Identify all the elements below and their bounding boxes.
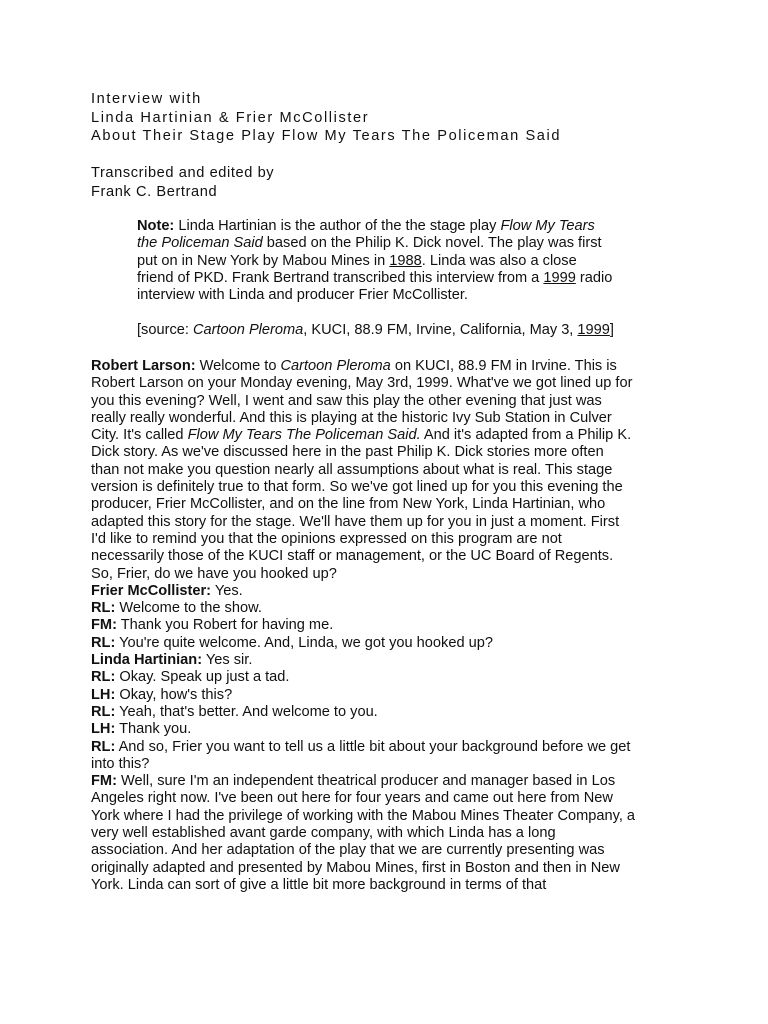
transcription-credit	[91, 165, 274, 202]
line-text: Welcome to	[195, 358, 281, 374]
speaker-label: RL:	[91, 738, 116, 755]
line-text: Yes sir.	[202, 652, 253, 669]
line-text: Well, sure I'm an independent theatrical producer and manager based in Los Angeles right now. I've been out here for four years and came out here from New York where I had the privilege of working with the Mabou Mines Theater Company, a very well established avant garde company, with which Linda has a long association. And her adaptation of the play that we are currently presenting was originally adapted and presented by Mabou Mines, first in Boston and then in New York. Linda can sort of give a little bit more background in terms of that	[91, 773, 636, 893]
source-show-title: Cartoon Pleroma	[192, 322, 304, 338]
line-text: You're quite welcome. And, Linda, we got you hooked up?	[115, 634, 493, 651]
speaker-label: Linda Hartinian:	[91, 652, 203, 669]
speaker-label: RL:	[91, 634, 116, 651]
speaker-label: Robert Larson:	[91, 358, 196, 374]
speaker-label: LH:	[91, 686, 116, 703]
speaker-label: LH:	[91, 721, 116, 738]
transcript-body	[91, 358, 636, 894]
header-line-3: About Their Stage Play Flow My Tears The Policeman Said	[91, 128, 562, 144]
transcript-line	[91, 635, 636, 652]
header-line-1: Interview with	[91, 91, 202, 107]
note-text-1: Linda Hartinian is the author of the the stage play	[174, 218, 501, 234]
note-text-3: . Linda was also a close friend of PKD. Frank Bertrand transcribed this interview from a	[137, 252, 577, 286]
line-text: Okay. Speak up just a tad.	[115, 669, 290, 686]
transcript-line	[91, 652, 636, 669]
source-prefix: [source:	[137, 322, 193, 338]
line-text: Welcome to the show.	[115, 600, 262, 617]
show-title: Cartoon Pleroma	[280, 358, 391, 374]
note-play-title: Flow My Tears the Policeman Said	[137, 218, 595, 252]
speaker-label: RL:	[91, 669, 116, 686]
line-text: Yes.	[211, 582, 243, 599]
document-header	[91, 91, 561, 147]
line-text: And it's adapted from a Philip K. Dick story. As we've discussed here in the past Philip K. Dick stories more often than not make you question nearly all assumptions about what is real. This stage version is definitely true to that form. So we've got lined up for you this evening the producer, Frier McCollister, and on the line from New York, Linda Hartinian, who adapted this story for the stage. We'll have them up for you in just a moment. First I'd like to remind you that the opinions expressed on this program are not necessarily those of the KUCI staff or management, or the UC Board of Regents. So, Frier, do we have you hooked up?	[91, 427, 632, 582]
speaker-label: RL:	[91, 600, 116, 617]
play-title: Flow My Tears The Policeman Said.	[187, 427, 421, 444]
line-text: Thank you Robert for having me.	[116, 617, 334, 634]
speaker-label: FM:	[91, 773, 117, 790]
speaker-label: Frier McCollister:	[91, 582, 212, 599]
note-block	[137, 218, 617, 304]
transcribed-line-2: Frank C. Bertrand	[91, 183, 218, 200]
line-text: Okay, how's this?	[115, 686, 233, 703]
note-year-link-1988[interactable]: 1988	[389, 252, 422, 269]
transcript-line	[91, 687, 636, 704]
header-line-2: Linda Hartinian & Frier McCollister	[91, 109, 370, 126]
transcript-line	[91, 721, 636, 738]
source-year-link[interactable]: 1999	[577, 322, 610, 338]
transcript-line	[91, 669, 636, 686]
note-label: Note:	[137, 218, 175, 234]
line-text: And so, Frier you want to tell us a little bit about your background before we get into this?	[91, 738, 631, 772]
note-year-link-1999[interactable]: 1999	[543, 269, 576, 286]
line-text: Yeah, that's better. And welcome to you.	[115, 703, 378, 720]
speaker-label: RL:	[91, 703, 116, 720]
line-text: Thank you.	[115, 721, 192, 738]
note-text-2: based on the Philip K. Dick novel. The play was first put on in New York by Mabou Mines in	[137, 235, 602, 269]
transcript-line	[91, 739, 636, 774]
transcript-line	[91, 704, 636, 721]
transcript-line	[91, 358, 636, 583]
transcript-line	[91, 583, 636, 600]
transcript-line	[91, 773, 636, 894]
transcript-line	[91, 617, 636, 634]
source-citation	[137, 322, 614, 339]
speaker-label: FM:	[91, 617, 117, 634]
transcript-line	[91, 600, 636, 617]
source-suffix: ]	[609, 322, 614, 338]
line-text: on KUCI, 88.9 FM in Irvine. This is Robert Larson on your Monday evening, May 3rd, 1999. What've we got lined up for you this evening? Well, I went and saw this play the other evening that just was really really wonderful. And this is playing at the historic Ivy Sub Station in Culver City. It's called	[91, 358, 633, 444]
note-text-4: radio interview with Linda and producer Frier McCollister.	[137, 269, 613, 304]
note-paragraph	[137, 218, 617, 304]
transcribed-line-1: Transcribed and edited by	[91, 165, 275, 181]
source-middle: , KUCI, 88.9 FM, Irvine, California, May 3,	[303, 322, 578, 338]
